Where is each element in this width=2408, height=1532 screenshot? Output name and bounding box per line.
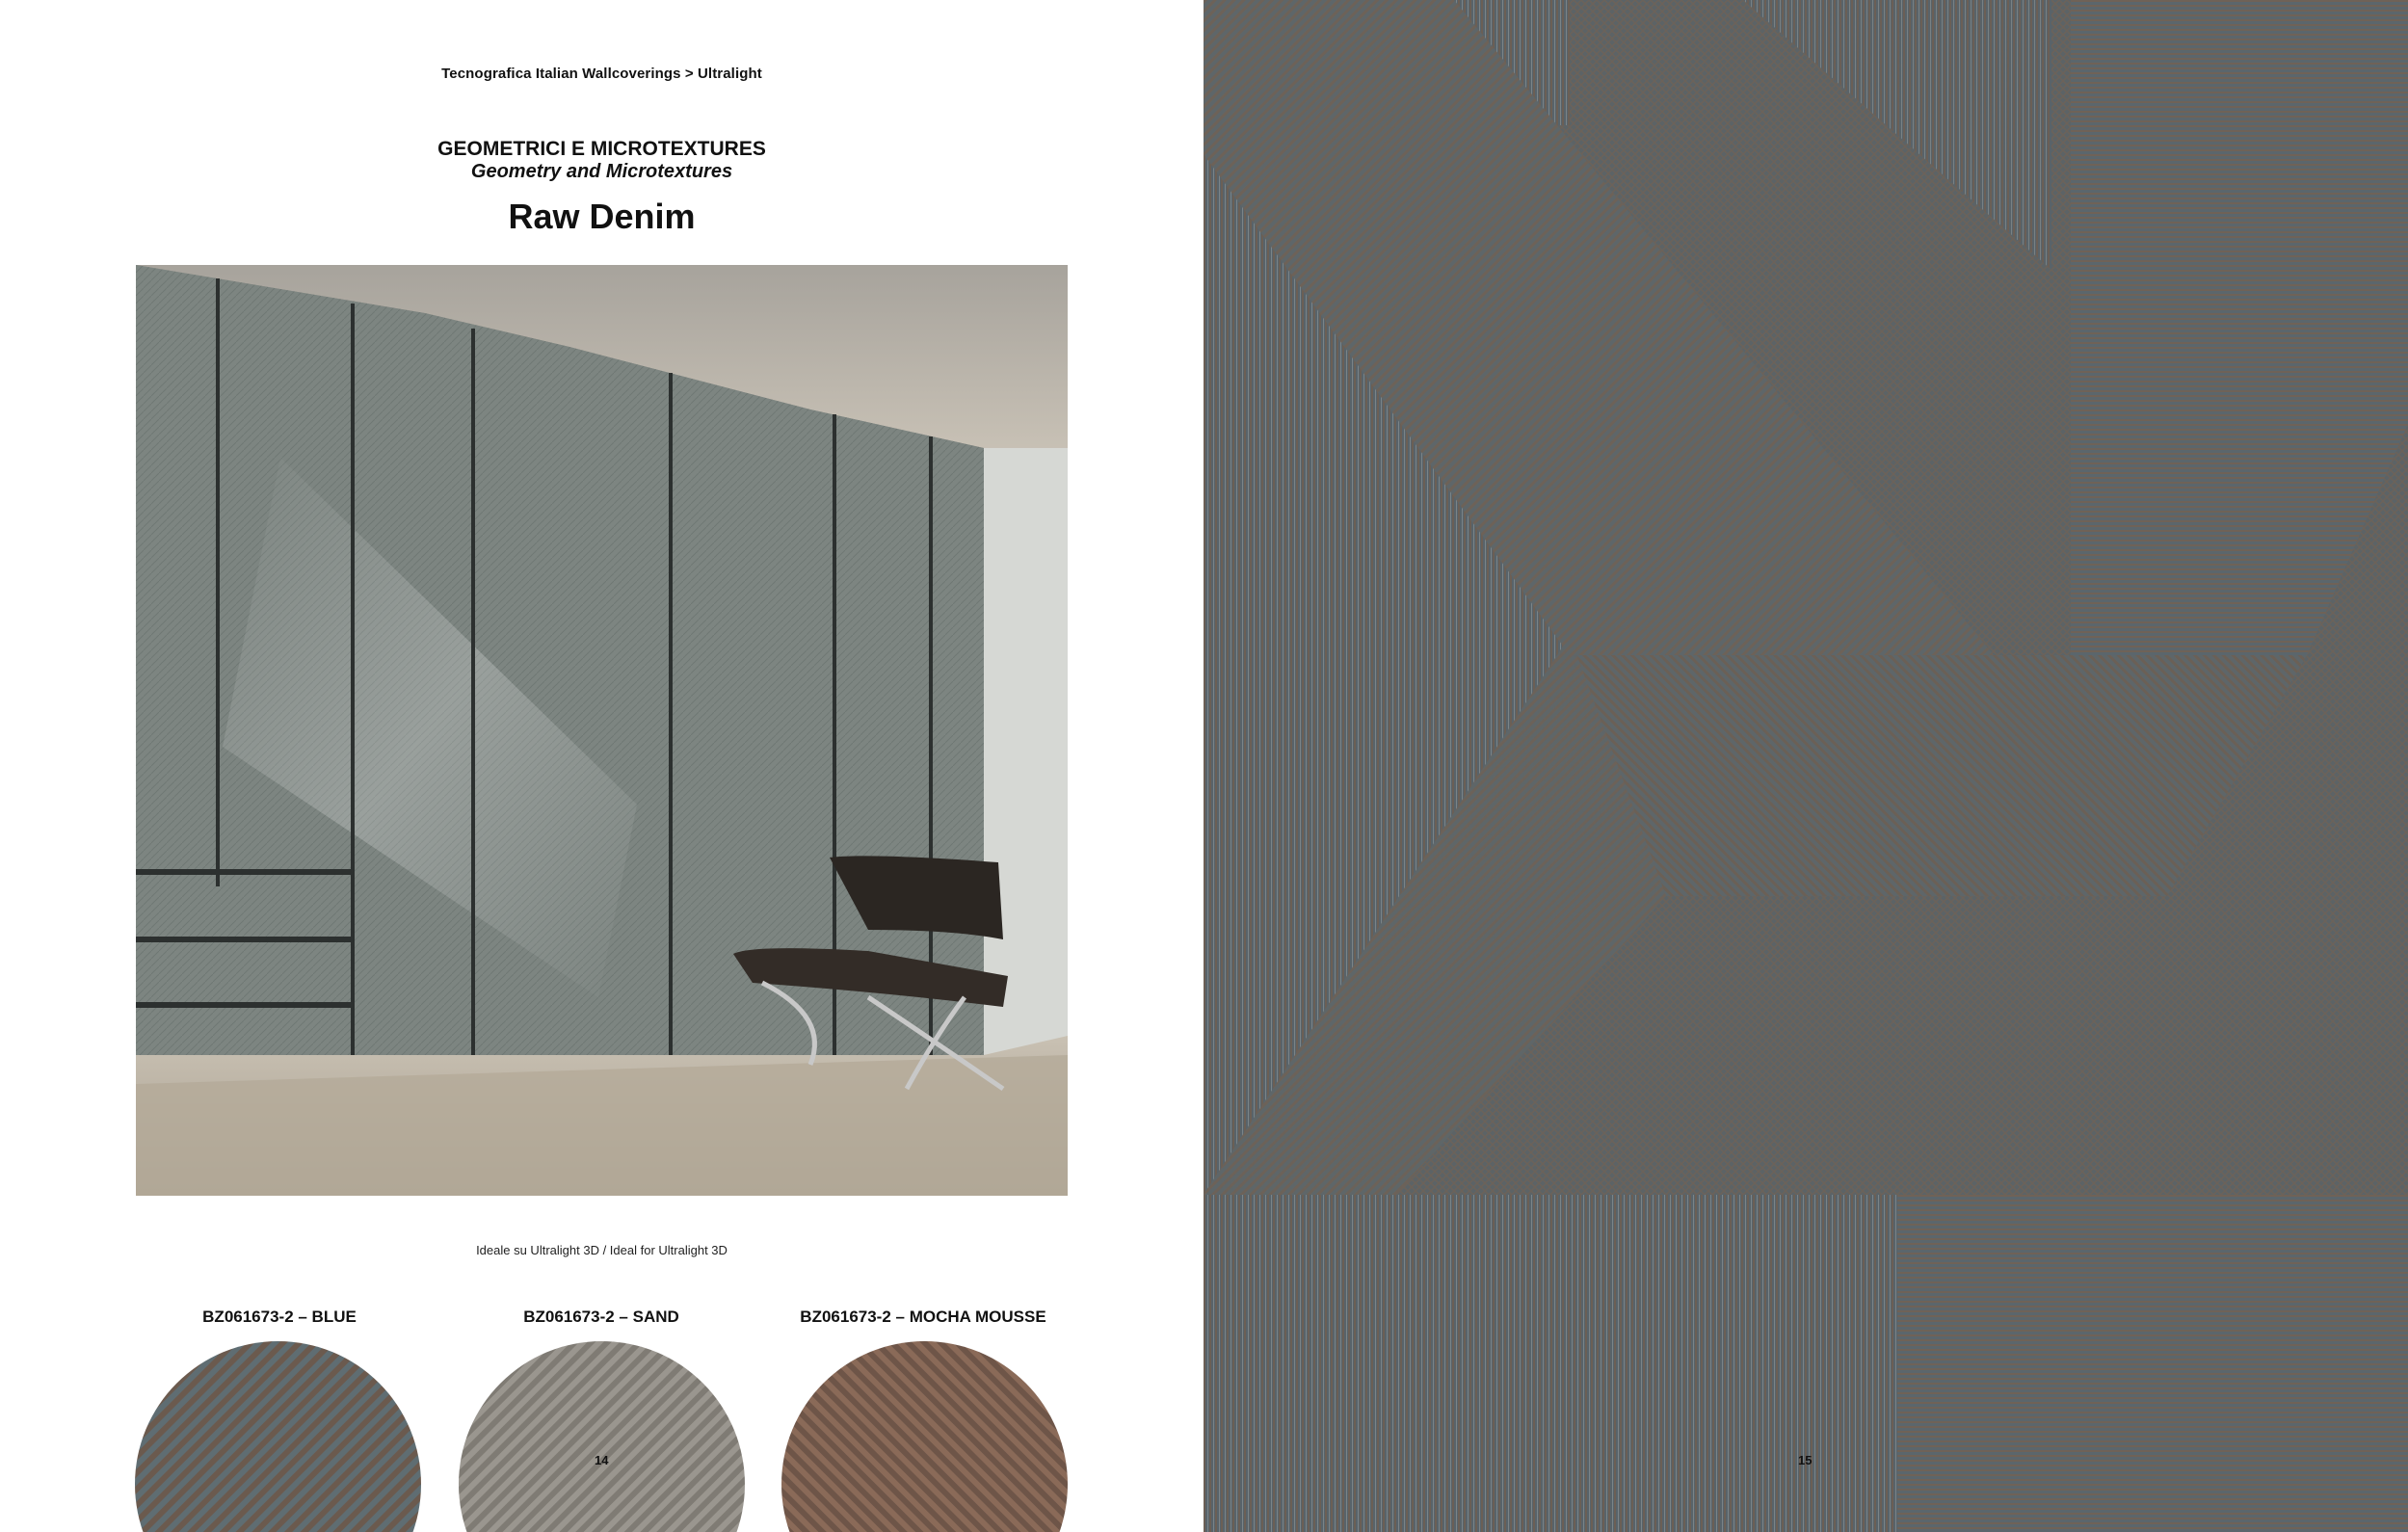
room-photo — [136, 265, 1068, 1196]
swatch-sand[interactable] — [459, 1341, 745, 1532]
page-number-left: 14 — [595, 1453, 609, 1467]
room-illustration — [136, 265, 1068, 1196]
swatch-blue[interactable] — [135, 1341, 421, 1532]
category-title-italian: GEOMETRICI E MICROTEXTURES — [437, 138, 766, 160]
swatch-mocha[interactable] — [781, 1341, 1068, 1532]
swatch-mocha-texture — [781, 1341, 1068, 1532]
category-title-english: Geometry and Microtextures — [470, 161, 733, 182]
swatch-blue-texture — [135, 1341, 421, 1532]
ideal-note: Ideale su Ultralight 3D / Ideal for Ultralight 3D — [476, 1243, 728, 1257]
swatch-sand-texture — [459, 1341, 745, 1532]
breadcrumb: Tecnografica Italian Wallcoverings > Ultralight — [441, 66, 762, 82]
swatch-label-sand: BZ061673-2 – SAND — [523, 1307, 679, 1326]
collection-title: Raw Denim — [508, 197, 696, 236]
page-number-right: 15 — [1798, 1453, 1813, 1467]
swatch-label-mocha: BZ061673-2 – MOCHA MOUSSE — [800, 1307, 1046, 1326]
right-page — [1204, 0, 2408, 1532]
swatch-label-blue: BZ061673-2 – BLUE — [202, 1307, 357, 1326]
fabric-texture-closeup — [1204, 0, 2408, 1532]
